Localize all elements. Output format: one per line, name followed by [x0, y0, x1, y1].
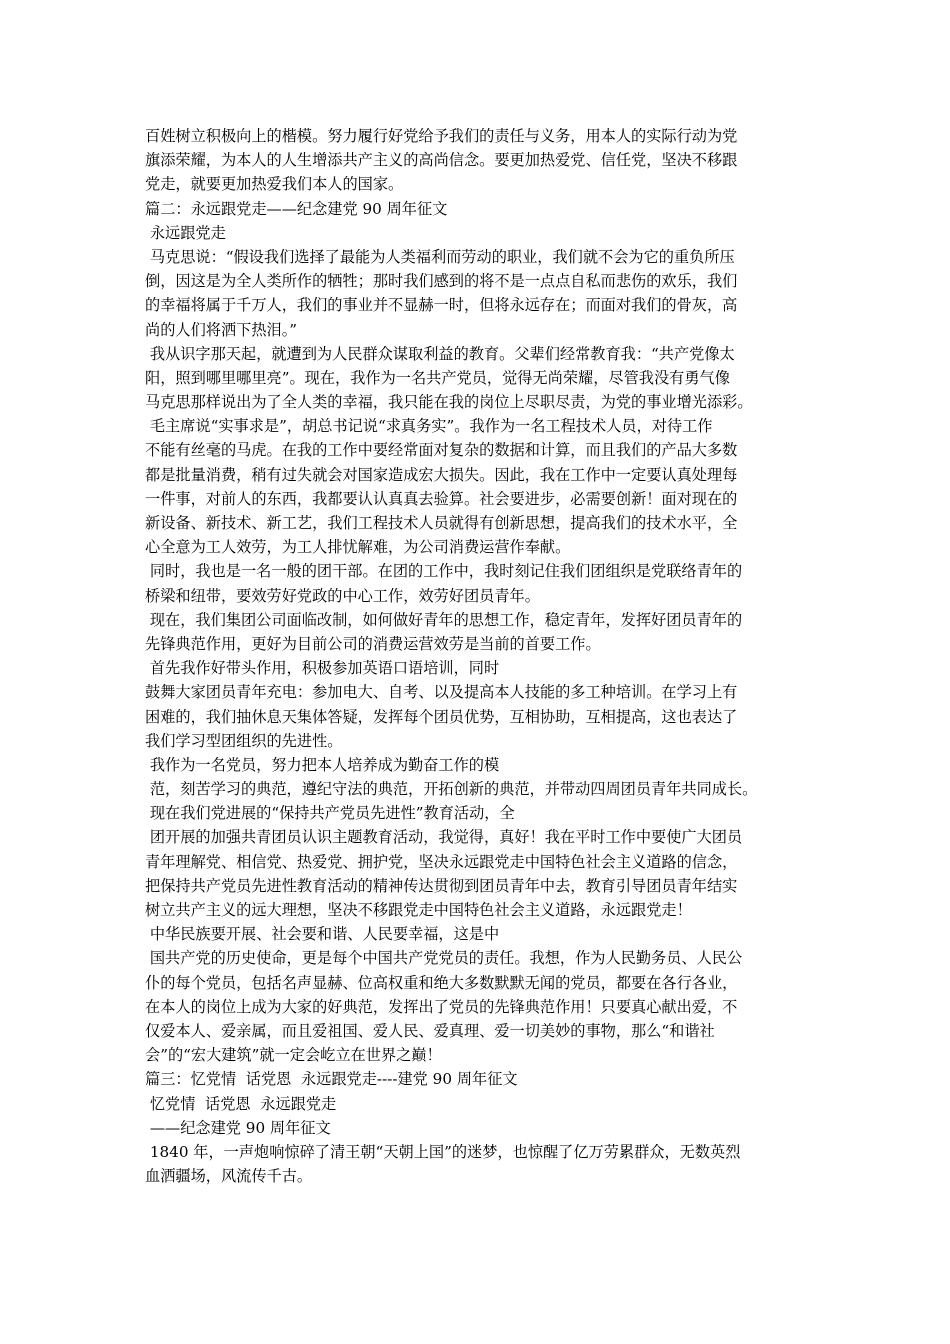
text-line: 党走，就要更加热爱我们本人的国家。	[145, 175, 404, 194]
text-line: 树立共产主义的远大理想，坚决不移跟党走中国特色社会主义道路，永远跟党走！	[145, 901, 692, 919]
text-line: 范，刻苦学习的典范，遵纪守法的典范，开拓创新的典范，并带动四周团员青年共同成长。	[145, 780, 758, 799]
text-line: 马克思那样说出为了全人类的幸福，我只能在我的岗位上尽职尽责，为党的事业增光添彩。	[145, 393, 753, 412]
text-line: 永远跟党走	[145, 223, 226, 242]
text-line: 青年理解党、相信党、热爱党、拥护党，坚决永远跟党走中国特色社会主义道路的信念，	[145, 852, 738, 871]
text-line: 同时，我也是一名一般的团干部。在团的工作中，我时刻记住我们团组织是党联络青年的	[145, 562, 743, 581]
text-line: 在本人的岗位上成为大家的好典范，发挥出了党员的先锋典范作用！只要真心献出爱，不	[145, 997, 738, 1016]
text-line: 尚的人们将洒下热泪。”	[145, 320, 298, 339]
text-line: 心全意为工人效劳，为工人排忧解难，为公司消费运营作奉献。	[145, 538, 571, 557]
text-line: 毛主席说“实事求是”，胡总书记说“求真务实”。我作为一名工程技术人员，对待工作	[145, 417, 713, 436]
text-line: 篇二：永远跟党走——纪念建党 90 周年征文	[145, 199, 448, 218]
text-line: 都是批量消费，稍有过失就会对国家造成宏大损失。因此，我在工作中一定要认真处理每	[145, 465, 738, 484]
text-line: 仆的每个党员，包括名声显赫、位高权重和绝大多数默默无闻的党员，都要在各行各业，	[145, 973, 738, 992]
text-line: 不能有丝毫的马虎。在我的工作中要经常面对复杂的数据和计算，而且我们的产品大多数	[145, 441, 738, 460]
text-line: 血洒疆场，风流传千古。	[145, 1167, 313, 1186]
text-line: 一件事，对前人的东西，我都要认认真真去验算。社会要进步，必需要创新！面对现在的	[145, 489, 738, 508]
text-line: 的幸福将属于千万人，我们的事业并不显赫一时，但将永远存在；而面对我们的骨灰，高	[145, 296, 738, 315]
text-line: 仅爱本人、爱亲属，而且爱祖国、爱人民、爱真理、爱一切美妙的事物，那么“和谐社	[145, 1021, 715, 1040]
text-line: 现在我们党进展的“保持共产党员先进性”教育活动，全	[145, 804, 515, 823]
text-line: 我从识字那天起，就遭到为人民群众谋取利益的教育。父辈们经常教育我：“共产党像太	[145, 344, 735, 363]
text-line: 1840 年，一声炮响惊碎了清王朝“天朝上国”的迷梦，也惊醒了亿万劳累群众，无数英烈	[145, 1142, 741, 1161]
document-body	[145, 124, 815, 1188]
text-line: 百姓树立积极向上的楷模。努力履行好党给予我们的责任与义务，用本人的实际行动为党	[145, 127, 738, 145]
text-line: 鼓舞大家团员青年充电：参加电大、自考、以及提高本人技能的多工种培训。在学习上有	[145, 683, 738, 702]
text-line: 先锋典范作用，更好为目前公司的消费运营效劳是当前的首要工作。	[145, 634, 601, 653]
text-line: 现在，我们集团公司面临改制，如何做好青年的思想工作，稳定青年，发挥好团员青年的	[145, 610, 743, 629]
text-line: 忆党情 话党恩 永远跟党走	[145, 1094, 337, 1113]
text-line: 中华民族要开展、社会要和谐、人民要幸福，这是中	[145, 925, 500, 944]
text-line: 困难的，我们抽休息天集体答疑，发挥每个团员优势，互相协助，互相提高，这也表达了	[145, 707, 738, 726]
text-line: 新设备、新技术、新工艺，我们工程技术人员就得有创新思想，提高我们的技术水平，全	[145, 514, 738, 532]
text-line: 把保持共产党员先进性教育活动的精神传达贯彻到团员青年中去，教育引导团员青年结实	[145, 876, 738, 895]
text-line: 国共产党的历史使命，更是每个中国共产党党员的责任。我想，作为人民勤务员、人民公	[145, 949, 743, 968]
text-line: 旗添荣耀，为本人的人生增添共产主义的高尚信念。要更加热爱党、信任党，坚决不移跟	[145, 151, 738, 170]
text-line: ——纪念建党 90 周年征文	[145, 1118, 331, 1137]
text-line: 倒，因这是为全人类所作的牺牲；那时我们感到的将不是一点点自私而悲伤的欢乐，我们	[145, 272, 738, 291]
text-line: 团开展的加强共青团员认识主题教育活动，我觉得，真好！我在平时工作中要使广大团员	[145, 828, 743, 847]
text-line: 我作为一名党员，努力把本人培养成为勤奋工作的模	[145, 755, 500, 774]
text-line: 我们学习型团组织的先进性。	[145, 731, 343, 750]
text-line: 会”的“宏大建筑”就一定会屹立在世界之巅！	[145, 1046, 442, 1065]
text-line: 马克思说：“假设我们选择了最能为人类福利而劳动的职业，我们就不会为它的重负所压	[145, 247, 735, 266]
text-line: 桥梁和纽带，要效劳好党政的中心工作，效劳好团员青年。	[145, 586, 540, 605]
text-line: 篇三：忆党情 话党恩 永远跟党走----建党 90 周年征文	[145, 1070, 518, 1089]
text-line: 阳，照到哪里哪里亮”。现在，我作为一名共产党员，觉得无尚荣耀，尽管我没有勇气像	[145, 368, 730, 387]
text-line: 首先我作好带头作用，积极参加英语口语培训，同时	[145, 659, 500, 678]
